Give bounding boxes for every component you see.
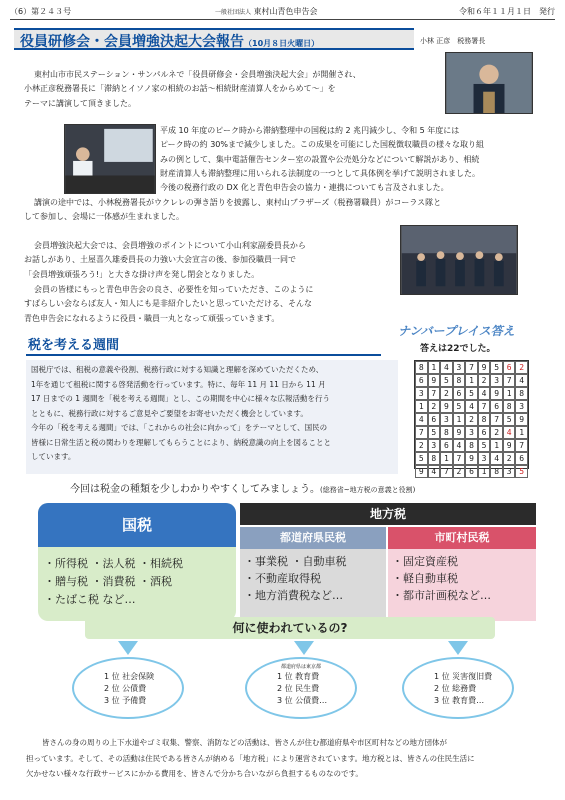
list-item: ・たばこ税 など…: [44, 593, 136, 606]
text-line: 皆さんの身の周りの上下水道やゴミ収集、警察、消防などの活動は、皆さんが住む都道府県や市区町村などの地方団体が: [42, 738, 447, 747]
issue-number: （6）第２４３号: [10, 7, 72, 16]
prefectural-tax-box: [240, 527, 386, 621]
grid-cell: 6: [478, 426, 491, 439]
municipal-tax-list: [388, 549, 536, 608]
grid-cell: 2: [515, 361, 528, 374]
usage-question: 何に使われているの?: [85, 617, 495, 639]
list-item: ・不動産取得税: [244, 572, 321, 585]
title-date: （10月８日火曜日）: [244, 39, 320, 48]
grid-cell: 3: [490, 374, 503, 387]
lead-note: (総務省~地方税の意義と役割): [320, 486, 416, 494]
article-paragraph-3: [24, 196, 549, 225]
grid-cell: 8: [465, 439, 478, 452]
grid-cell: 3: [465, 426, 478, 439]
grid-cell: 7: [490, 413, 503, 426]
grid-cell: 9: [490, 387, 503, 400]
usage-note: 都道府県は東京都: [280, 664, 321, 670]
grid-cell: 1: [465, 374, 478, 387]
grid-cell: 1: [503, 387, 516, 400]
grid-cell: 1: [515, 426, 528, 439]
grid-cell: 6: [503, 361, 516, 374]
municipal-usage-circle: [402, 657, 514, 719]
number-place-answer: 答えは22でした。: [420, 344, 496, 354]
grid-cell: 8: [440, 426, 453, 439]
grid-cell: 3: [503, 465, 516, 478]
grid-cell: 3: [453, 361, 466, 374]
list-item: ・事業税 ・自動車税: [244, 555, 347, 568]
grid-cell: 5: [503, 413, 516, 426]
rank-item: 2 位 公債費: [104, 684, 147, 693]
text-line: お話しがあり、土屋喜久雄委員長の力強い大会宣言の後、参加役職員一同で: [24, 255, 296, 265]
number-place-title: ナンバープレイス答え: [398, 324, 515, 338]
text-line: すばらしい会ならば友人・知人にも是非紹介したいと思っていただける、そんな: [24, 299, 312, 309]
grid-cell: 6: [440, 439, 453, 452]
grid-cell: 1: [428, 361, 441, 374]
article-paragraph-5: [24, 283, 399, 326]
list-item: ・都市計画税など…: [392, 589, 491, 602]
text-line: 担っています。そして、その活動は住民である皆さんが納める「地方税」により運営されています。地方税とは、皆さんの住民生活に: [26, 753, 475, 763]
grid-cell: 2: [440, 387, 453, 400]
grid-cell: 7: [503, 374, 516, 387]
grid-cell: 3: [440, 413, 453, 426]
national-tax-heading: 国税: [38, 503, 236, 547]
grid-cell: 9: [515, 413, 528, 426]
grid-cell: 5: [453, 400, 466, 413]
national-usage-circle: [72, 657, 184, 719]
rank-item: 1 位 教育費: [277, 672, 320, 681]
grid-cell: 9: [478, 361, 491, 374]
rank-item: 2 位 総務費: [434, 684, 477, 693]
prefectural-tax-heading: 都道府県民税: [240, 527, 386, 549]
grid-cell: 6: [428, 413, 441, 426]
tax-week-title: 税を考える週間: [28, 338, 120, 353]
arrow-down-icon: [448, 641, 468, 655]
rank-item: 3 位 教育費…: [434, 696, 485, 705]
local-tax-heading: 地方税: [240, 503, 536, 525]
text-line: 17 日までの 1 週間を「税を考える週間」とし、この期間を中心に様々な広報活動を行う: [31, 394, 330, 403]
rank-item: 1 位 災害復旧費: [434, 672, 493, 681]
grid-cell: 7: [465, 361, 478, 374]
grid-cell: 2: [428, 400, 441, 413]
grid-cell: 2: [490, 426, 503, 439]
organization: [215, 6, 318, 18]
rank-item: 2 位 民生費: [277, 684, 320, 693]
text-line: みの例として、集中電話催告センター室の設置や公売処分などについて解説があり、相続: [160, 154, 480, 164]
grid-cell: 5: [440, 374, 453, 387]
grid-cell: 9: [428, 374, 441, 387]
grid-cell: 2: [503, 452, 516, 465]
speaker-photo: [445, 52, 533, 114]
article-paragraph-1: [24, 68, 444, 111]
text-line: 今年の「税を考える週間」では、「これからの社会に向かって」をテーマとして、国民の: [31, 423, 328, 432]
rally-photo: [400, 225, 518, 295]
text-line: 皆様に日常生活と税の関わりを理解してもらうことにより、納税意識の向上を図ることと: [31, 437, 331, 447]
text-line: 青色申告会になれるように役員・職員一丸となって頑張っていきます。: [24, 313, 280, 323]
text-line: 欠かせない様々な行政サービスにかかる費用を、皆さんで分かち合いながら負担するものなのです。: [26, 769, 363, 778]
tax-types-diagram: [38, 503, 536, 621]
text-line: 講演の途中では、小林税務署長がウクレレの弾き語りを披露し、東村山ブラザーズ（税務署職員）がコーラス隊と: [34, 198, 442, 207]
grid-cell: 7: [453, 452, 466, 465]
grid-cell: 8: [515, 387, 528, 400]
grid-cell: 4: [453, 439, 466, 452]
list-item: ・贈与税 ・消費税 ・酒税: [44, 575, 172, 588]
grid-cell: 4: [415, 413, 428, 426]
text-line: ピーク時の約 30%まで減少しました。この成果を可能にした国税徴収職員の様々な取り組: [160, 140, 485, 150]
grid-cell: 4: [503, 426, 516, 439]
grid-cell: 9: [453, 426, 466, 439]
grid-cell: 5: [515, 465, 528, 478]
grid-cell: 4: [465, 400, 478, 413]
grid-cell: 9: [465, 452, 478, 465]
grid-cell: 9: [415, 465, 428, 478]
text-line: 国税庁では、租税の意義や役割、税務行政に対する知識と理解を深めていただくため、: [31, 365, 324, 374]
grid-cell: 3: [478, 452, 491, 465]
grid-cell: 6: [453, 387, 466, 400]
tax-week-underline: [26, 354, 381, 356]
grid-cell: 7: [440, 465, 453, 478]
text-line: して参加し、会場に一体感が生まれました。: [24, 212, 184, 222]
arrow-down-icon: [294, 641, 314, 655]
grid-cell: 5: [490, 361, 503, 374]
grid-cell: 6: [490, 400, 503, 413]
grid-cell: 8: [453, 374, 466, 387]
grid-cell: 1: [478, 465, 491, 478]
prefectural-usage-circle: [245, 657, 357, 719]
article-paragraph-4: [24, 239, 399, 282]
text-line: 「会員増強頑張ろう!」と大きな掛け声を発し閉会となりました。: [24, 269, 260, 279]
grid-cell: 4: [490, 452, 503, 465]
grid-cell: 7: [415, 426, 428, 439]
grid-cell: 4: [428, 465, 441, 478]
list-item: ・固定資産税: [392, 555, 458, 568]
tax-week-box: [26, 360, 398, 474]
municipal-tax-box: [388, 527, 536, 621]
page-header: [10, 6, 555, 20]
title-text: 役員研修会・会員増強決起大会報告: [20, 34, 244, 50]
list-item: ・軽自動車税: [392, 572, 458, 585]
text-line: とともに、税務行政に対するご意見やご要望をお寄せいただく機会としています。: [31, 408, 308, 418]
grid-cell: 5: [428, 426, 441, 439]
grid-cell: 1: [453, 413, 466, 426]
rank-item: 3 位 予備費: [104, 696, 147, 705]
grid-cell: 1: [440, 452, 453, 465]
grid-cell: 2: [465, 413, 478, 426]
org-type: 一般社団法人: [215, 9, 252, 16]
speaker-caption: 小林 正彦 税務署長: [420, 37, 486, 45]
national-tax-box: [38, 503, 236, 621]
grid-cell: 5: [415, 452, 428, 465]
grid-cell: 2: [478, 374, 491, 387]
text-line: テーマに講演して頂きました。: [24, 98, 136, 108]
lecture-photo: [64, 124, 156, 194]
grid-cell: 2: [415, 439, 428, 452]
grid-cell: 9: [440, 400, 453, 413]
arrow-down-icon: [118, 641, 138, 655]
text-line: 会員増強決起大会では、会員増強のポイントについて小山利家副委員長から: [34, 241, 306, 250]
article-paragraph-2: [160, 124, 545, 195]
text-line: 今後の税務行政の DX 化と青色申告会の協力・連携についても言及されました。: [160, 183, 449, 193]
lead-text: 今回は税金の種類を少しわかりやすくしてみましょう。: [70, 484, 320, 495]
list-item: ・所得税 ・法人税 ・相続税: [44, 557, 183, 570]
text-line: 小林正彦税務署長に「滞納とイソノ家の相続のお話～相続財産清算人をからめて～」を: [24, 84, 336, 94]
grid-cell: 8: [428, 452, 441, 465]
rank-item: 1 位 社会保険: [104, 672, 155, 681]
tax-types-lead: [70, 483, 415, 498]
grid-cell: 4: [515, 374, 528, 387]
grid-cell: 5: [478, 439, 491, 452]
text-line: 1年を通じて租税に関する啓発活動を行っています。特に、毎年 11 月 11 日から 11 月: [31, 379, 326, 389]
grid-cell: 6: [515, 452, 528, 465]
grid-cell: 8: [478, 413, 491, 426]
list-item: ・地方消費税など…: [244, 589, 343, 602]
text-line: しています。: [31, 452, 76, 461]
issue-date: 令和６年１１月１日 発行: [459, 7, 555, 16]
org-name: 東村山青色申告会: [253, 7, 318, 16]
grid-cell: 1: [490, 439, 503, 452]
text-line: 東村山市市民ステーション・サンパルネで「役員研修会・会員増強決起大会」が開催され、: [34, 70, 361, 79]
text-line: 財産清算人も滞納整理に用いられる法制度の一つとして具体例を挙げて説明されました。: [160, 168, 480, 178]
grid-cell: 3: [515, 400, 528, 413]
grid-cell: 8: [415, 361, 428, 374]
closing-paragraph: [26, 735, 546, 782]
grid-cell: 6: [465, 465, 478, 478]
grid-cell: 6: [415, 374, 428, 387]
article-title: [14, 28, 414, 50]
grid-cell: 4: [440, 361, 453, 374]
national-tax-list: [44, 555, 183, 609]
grid-cell: 7: [515, 439, 528, 452]
grid-cell: 3: [415, 387, 428, 400]
grid-cell: 9: [503, 439, 516, 452]
text-line: 会員の皆様にもっと青色申告会の良さ、必要性を知っていただき、このように: [34, 285, 314, 294]
grid-cell: 7: [478, 400, 491, 413]
text-line: 平成 10 年度のピーク時から滞納整理中の国税は約 2 兆円減少し、令和 5 年度には: [160, 126, 460, 135]
number-place-grid: [414, 360, 529, 476]
grid-cell: 8: [503, 400, 516, 413]
grid-cell: 1: [415, 400, 428, 413]
grid-cell: 8: [490, 465, 503, 478]
grid-cell: 5: [465, 387, 478, 400]
grid-cell: 3: [428, 439, 441, 452]
grid-cell: 4: [478, 387, 491, 400]
rank-item: 3 位 公債費…: [277, 696, 328, 705]
grid-cell: 7: [428, 387, 441, 400]
prefectural-tax-list: [240, 549, 386, 608]
grid-cell: 2: [453, 465, 466, 478]
municipal-tax-heading: 市町村民税: [388, 527, 536, 549]
